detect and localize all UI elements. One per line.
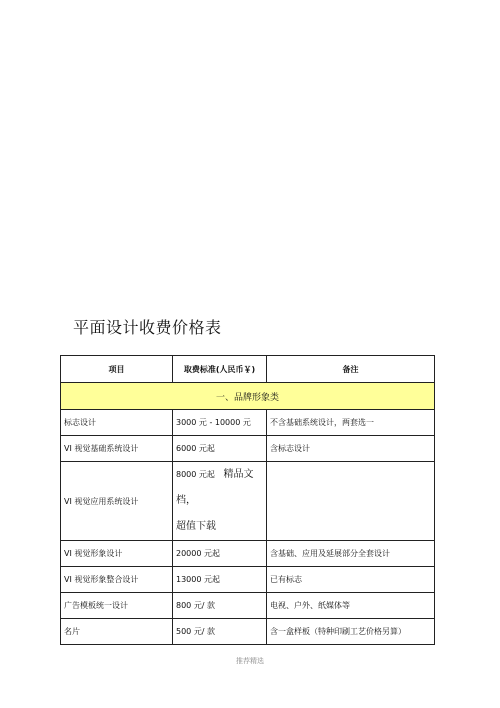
table-row <box>61 567 435 593</box>
table-row <box>61 436 435 462</box>
note-cell: 电视、户外、纸媒体等 <box>267 593 435 619</box>
header-item: 项目 <box>61 356 173 383</box>
price-cell <box>173 462 267 541</box>
note-cell: 不含基础系统设计，两套选一 <box>267 410 435 436</box>
price-cell: 13000 元起 <box>173 567 267 593</box>
table-row <box>61 593 435 619</box>
note-cell: 已有标志 <box>267 567 435 593</box>
item-cell: VI 视觉形象设计 <box>61 541 173 567</box>
table-row <box>61 541 435 567</box>
note-cell <box>267 462 435 541</box>
section-title: 一、品牌形象类 <box>61 383 435 410</box>
note-cell: 含一盒样板（特种印刷工艺价格另算） <box>267 619 435 645</box>
price-cell: 6000 元起 <box>173 436 267 462</box>
table-row <box>61 462 435 541</box>
header-price: 取费标准(人民币￥) <box>173 356 267 383</box>
item-cell: 标志设计 <box>61 410 173 436</box>
header-note: 备注 <box>267 356 435 383</box>
item-cell: VI 视觉形象整合设计 <box>61 567 173 593</box>
item-cell: VI 视觉应用系统设计 <box>61 462 173 541</box>
price-table <box>60 355 435 645</box>
table-row <box>61 410 435 436</box>
page-footer: 推荐精选 <box>236 657 264 665</box>
table-row <box>61 619 435 645</box>
promo-text-line2: 超值下载 <box>176 521 216 532</box>
price-cell: 3000 元 - 10000 元 <box>173 410 267 436</box>
price-cell: 20000 元起 <box>173 541 267 567</box>
section-row <box>61 383 435 410</box>
table-header-row <box>61 356 435 383</box>
item-cell: VI 视觉基础系统设计 <box>61 436 173 462</box>
price-cell: 800 元/ 款 <box>173 593 267 619</box>
note-cell: 含基础、应用及延展部分全套设计 <box>267 541 435 567</box>
price-value: 8000 元起 <box>176 470 215 479</box>
note-cell: 含标志设计 <box>267 436 435 462</box>
page-title: 平面设计收费价格表 <box>73 318 222 337</box>
promo-text-line1: 精品文档， <box>176 469 254 506</box>
item-cell: 名片 <box>61 619 173 645</box>
item-cell: 广告模板统一设计 <box>61 593 173 619</box>
price-cell: 500 元/ 款 <box>173 619 267 645</box>
